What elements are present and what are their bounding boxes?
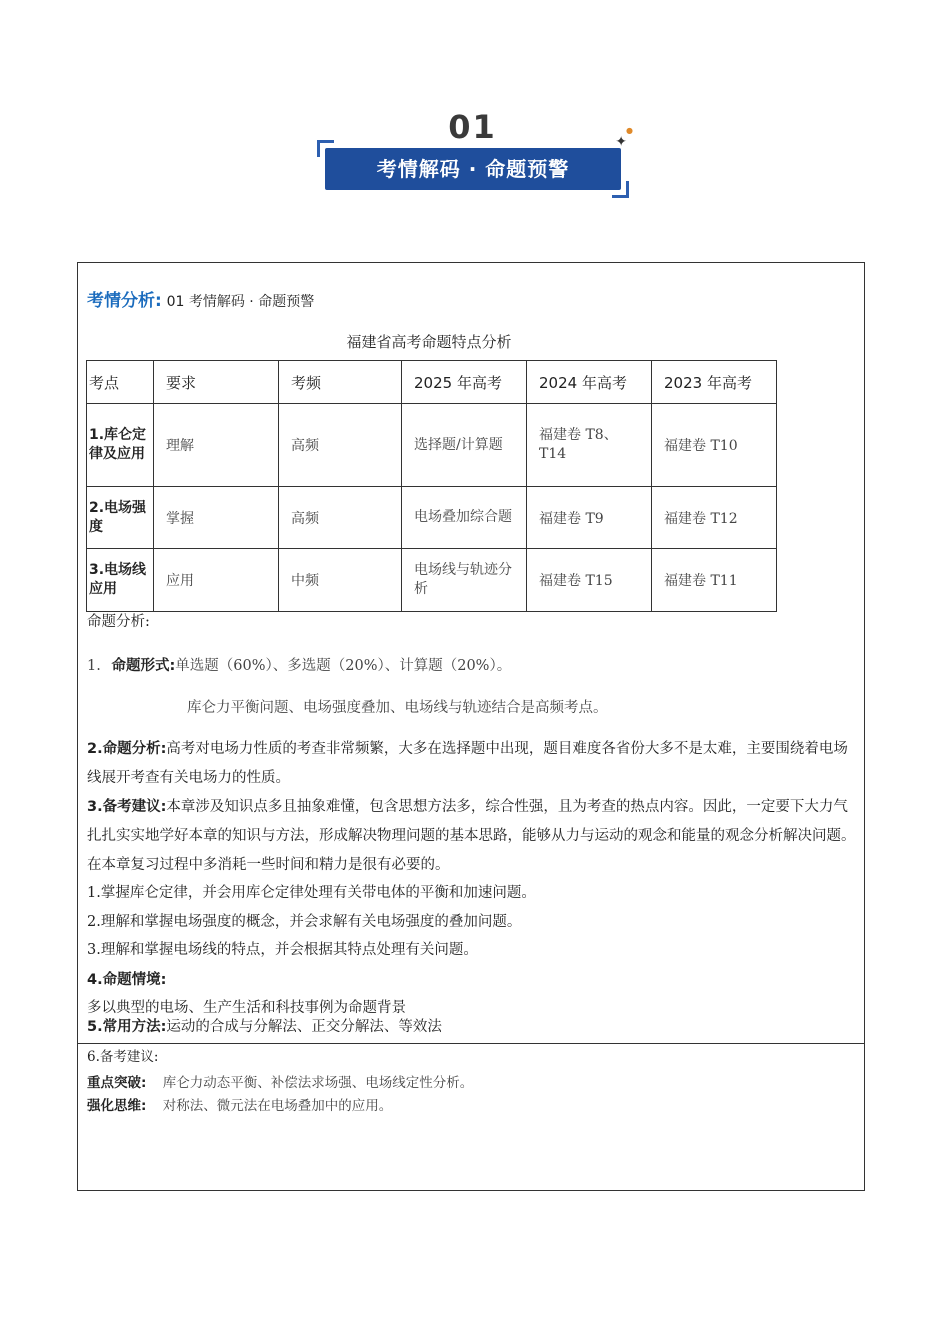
table-cell: 高频 [279, 404, 402, 487]
item-4-text: 多以典型的电场、生产生活和科技事例为命题背景 [87, 1000, 406, 1016]
table-cell: 福建卷 T10 [652, 404, 777, 487]
banner-title: 考情解码 · 命题预警 [376, 157, 570, 181]
table-title: 福建省高考命题特点分析 [346, 333, 512, 351]
item-5-label: 5.常用方法: [87, 1019, 167, 1035]
item-4-label: 4.命题情境: [87, 972, 167, 988]
analysis-item-5 [87, 1016, 442, 1038]
list-item: 2.理解和掌握电场强度的概念，并会求解有关电场强度的叠加问题。 [87, 914, 522, 930]
table-cell: 1.库仑定律及应用 [87, 404, 154, 487]
analysis-item-3 [87, 793, 859, 880]
table-cell: 选择题/计算题 [402, 404, 527, 487]
sparkle-dot-icon: ● [626, 126, 633, 135]
table-header-cell: 2024 年高考 [527, 361, 652, 404]
focus-text: 库仑力动态平衡、补偿法求场强、电场线定性分析。 [162, 1075, 474, 1091]
analysis-item-1 [87, 652, 511, 681]
item-1-label: 命题形式: [111, 658, 176, 674]
table-cell: 2.电场强度 [87, 487, 154, 549]
banner-number: 01 [448, 108, 497, 146]
table-header-row [87, 361, 777, 404]
exam-table [86, 360, 777, 612]
table-cell: 中频 [279, 549, 402, 612]
table-cell: 福建卷 T9 [527, 487, 652, 549]
item-2-label: 2.命题分析: [87, 741, 167, 757]
item-1-number: 1. [87, 658, 101, 674]
table-cell: 高频 [279, 487, 402, 549]
table-header-cell: 考频 [279, 361, 402, 404]
item-3-text: 本章涉及知识点多且抽象难懂，包含思想方法多，综合性强，且为考查的热点内容。因此，一定要下大力气扎扎实实地学好本章的知识与方法，形成解决物理问题的基本思路，能够从力与运动的观念和能量的观念分析解决问题。在本章复习过程中多消耗一些时间和精力是很有必要的。 [87, 799, 856, 873]
analysis-heading: 命题分析: [87, 614, 150, 630]
item-5-text: 运动的合成与分解法、正交分解法、等效法 [166, 1019, 442, 1035]
table-header-cell: 2025 年高考 [402, 361, 527, 404]
table-cell: 福建卷 T12 [652, 487, 777, 549]
table-cell: 掌握 [154, 487, 279, 549]
analysis-item-2 [87, 735, 859, 793]
table-row [87, 487, 777, 549]
advice-heading: 6.备考建议: [87, 1049, 159, 1065]
table-header-cell: 考点 [87, 361, 154, 404]
frame-divider [77, 1043, 865, 1044]
section-heading [87, 286, 314, 311]
table-cell: 理解 [154, 404, 279, 487]
thinking-text: 对称法、微元法在电场叠加中的应用。 [162, 1098, 393, 1114]
list-item: 3.理解和掌握电场线的特点，并会根据其特点处理有关问题。 [87, 942, 478, 958]
table-header-cell: 2023 年高考 [652, 361, 777, 404]
table-row [87, 404, 777, 487]
table-cell: 福建卷 T11 [652, 549, 777, 612]
thinking-label: 强化思维: [87, 1098, 147, 1114]
item-1-text: 单选题（60%）、多选题（20%）、计算题（20%）。 [175, 658, 512, 674]
item-1-note: 库仑力平衡问题、电场强度叠加、电场线与轨迹结合是高频考点。 [187, 700, 608, 716]
table-cell: 福建卷 T8、T14 [527, 404, 652, 487]
table-row [87, 549, 777, 612]
focus-label: 重点突破: [87, 1075, 147, 1091]
table-cell: 电场叠加综合题 [402, 487, 527, 549]
advice-thinking [87, 1095, 392, 1117]
table-cell: 应用 [154, 549, 279, 612]
table-header-cell: 要求 [154, 361, 279, 404]
section-subtitle: 01 考情解码 · 命题预警 [166, 294, 315, 310]
item-3-label: 3.备考建议: [87, 799, 167, 815]
item-2-text: 高考对电场力性质的考查非常频繁，大多在选择题中出现，题目难度各省份大多不是太难，主要围绕着电场线展开考查有关电场力的性质。 [87, 741, 848, 786]
advice-focus [87, 1072, 473, 1094]
list-item: 1.掌握库仑定律，并会用库仑定律处理有关带电体的平衡和加速问题。 [87, 885, 536, 901]
table-cell: 电场线与轨迹分析 [402, 549, 527, 612]
sparkle-icon: ✦ [615, 134, 627, 150]
table-cell: 3.电场线应用 [87, 549, 154, 612]
section-label: 考情分析: [87, 291, 162, 311]
table-cell: 福建卷 T15 [527, 549, 652, 612]
